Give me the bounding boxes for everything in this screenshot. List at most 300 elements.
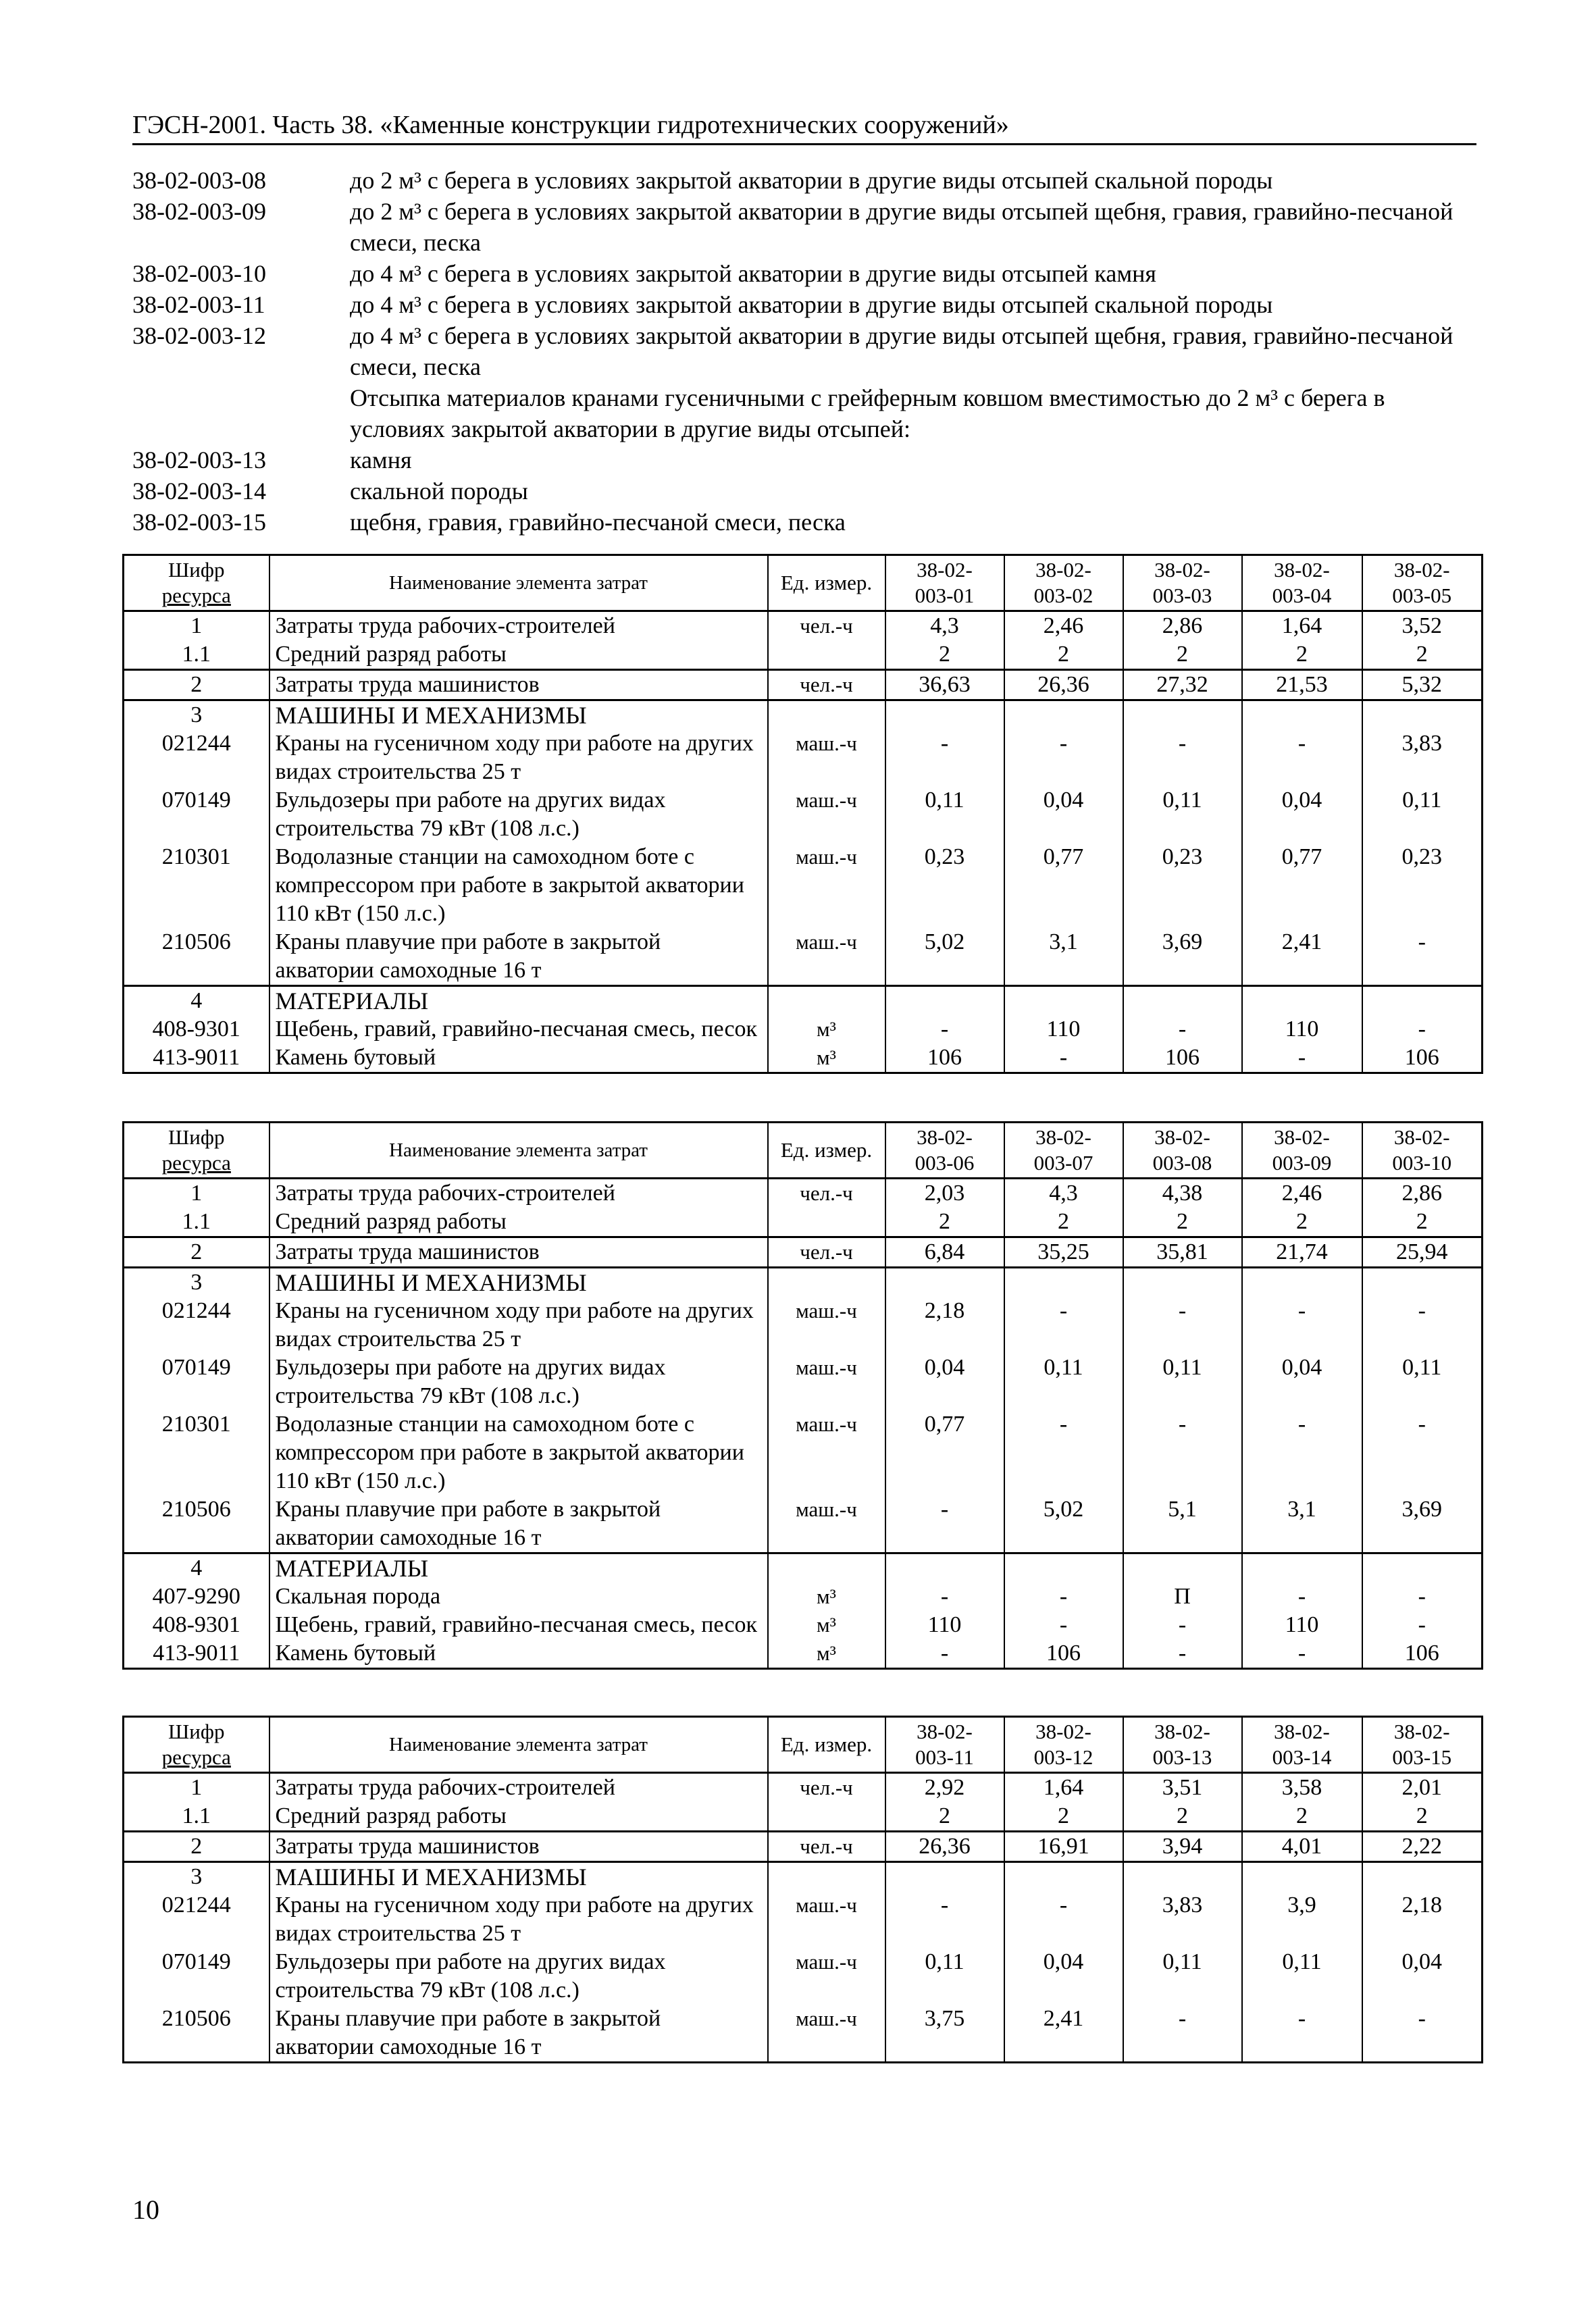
resource-code: 4 [124,1553,269,1583]
resource-code: 407-9290 [124,1583,269,1611]
table-header-row [124,1123,1483,1179]
table-row [124,1410,1483,1495]
norm-value: 2,41 [1242,928,1362,986]
norm-value: 0,04 [1242,1354,1362,1410]
column-header-norm: 38-02- 003-11 [885,1717,1004,1773]
norm-value: 2 [1123,640,1242,670]
table-row [124,1495,1483,1553]
table-row [124,700,1483,730]
cost-element-name: Камень бутовый [269,1639,768,1669]
column-header-norm: 38-02- 003-05 [1362,555,1483,611]
unit: чел.-ч [768,670,885,700]
cost-element-name: Краны на гусеничном ходу при работе на других видах строительства 25 т [269,1891,768,1948]
norm-value: - [1242,1639,1362,1669]
column-header-norm: 38-02- 003-13 [1123,1717,1242,1773]
unit [768,1553,885,1583]
norm-code: 38-02-003-13 [132,446,266,473]
section-heading: МАШИНЫ И МЕХАНИЗМЫ [269,1862,768,1892]
norm-description: до 2 м³ с берега в условиях закрытой акватории в другие виды отсыпей щебня, гравия, гравийно-песчаной смеси, песка [350,198,1453,256]
table-row [124,1639,1483,1669]
description-row [132,475,1476,507]
norm-code: 38-02-003-11 [132,291,265,318]
norm-value [885,1268,1004,1297]
cost-element-name: Щебень, гравий, гравийно-песчаная смесь, песок [269,1015,768,1044]
resource-code: 408-9301 [124,1015,269,1044]
norm-value: 0,11 [1123,1354,1242,1410]
resource-table [122,1716,1483,2063]
unit: м³ [768,1611,885,1639]
resource-code: 1.1 [124,640,269,670]
description-row [132,382,1476,444]
norm-value [885,1862,1004,1892]
unit: маш.-ч [768,1948,885,2005]
norm-value [1123,1553,1242,1583]
unit: м³ [768,1583,885,1611]
norm-value: 0,11 [1362,1354,1483,1410]
norm-value: 21,53 [1242,670,1362,700]
column-header-norm: 38-02- 003-02 [1004,555,1123,611]
cost-element-name: Щебень, гравий, гравийно-песчаная смесь, песок [269,1611,768,1639]
norm-value: - [1362,2005,1483,2063]
norm-description: камня [350,446,412,473]
resource-code: 1 [124,611,269,641]
norm-value: 3,52 [1362,611,1483,641]
table-row [124,640,1483,670]
norm-value: 0,04 [1004,1948,1123,2005]
cost-element-name: Затраты труда машинистов [269,1237,768,1268]
norm-value: 3,83 [1123,1891,1242,1948]
resource-code: 2 [124,670,269,700]
norm-value: - [1123,729,1242,786]
norm-value [1004,986,1123,1016]
unit: маш.-ч [768,786,885,843]
norm-value: 3,58 [1242,1773,1362,1803]
norm-value: 3,1 [1004,928,1123,986]
column-header-norm: 38-02- 003-07 [1004,1123,1123,1179]
norm-description: до 4 м³ с берега в условиях закрытой акватории в другие виды отсыпей камня [350,260,1156,287]
norm-value: 0,77 [1004,843,1123,928]
table-row [124,1891,1483,1948]
table-row [124,1044,1483,1073]
description-row [132,196,1476,258]
unit: маш.-ч [768,843,885,928]
norm-value: 0,11 [885,1948,1004,2005]
column-header-unit: Ед. измер. [768,1717,885,1773]
norm-value: 110 [1004,1015,1123,1044]
norm-value: - [1123,1611,1242,1639]
norm-value: 4,3 [1004,1179,1123,1208]
table-row [124,1179,1483,1208]
resource-code: 210506 [124,928,269,986]
resource-code: 021244 [124,729,269,786]
cost-element-name: Краны плавучие при работе в закрытой акватории самоходные 16 т [269,2005,768,2063]
norm-value: 2 [1123,1802,1242,1832]
norm-description: щебня, гравия, гравийно-песчаной смеси, песка [350,509,846,536]
norm-value: 0,11 [1123,786,1242,843]
unit: м³ [768,1639,885,1669]
norm-value: - [885,1891,1004,1948]
cost-element-name: Скальная порода [269,1583,768,1611]
norm-value: 1,64 [1242,611,1362,641]
cost-element-name: Краны на гусеничном ходу при работе на других видах строительства 25 т [269,729,768,786]
unit [768,1268,885,1297]
norm-value [1123,1862,1242,1892]
norm-value: 2,22 [1362,1832,1483,1862]
resource-code: 210506 [124,1495,269,1553]
resource-table [122,1121,1483,1670]
unit: маш.-ч [768,1891,885,1948]
norm-value: - [1004,1410,1123,1495]
norm-value: - [1362,1015,1483,1044]
page-number: 10 [132,2194,159,2225]
norm-value: - [1004,1583,1123,1611]
resource-code: 3 [124,700,269,730]
resource-code: 021244 [124,1297,269,1354]
column-header-code: Шифр ресурса [124,1717,269,1773]
norm-descriptions [132,165,1476,538]
column-header-name: Наименование элемента затрат [269,555,768,611]
norm-value: 2 [1004,1802,1123,1832]
description-row [132,258,1476,289]
norm-value: 3,1 [1242,1495,1362,1553]
norm-value [1004,700,1123,730]
norm-value: 0,11 [1004,1354,1123,1410]
section-heading: МАШИНЫ И МЕХАНИЗМЫ [269,700,768,730]
norm-value: - [1242,1044,1362,1073]
norm-value: 35,25 [1004,1237,1123,1268]
norm-value: 110 [1242,1611,1362,1639]
table-row [124,1553,1483,1583]
norm-value: 4,3 [885,611,1004,641]
norm-code: 38-02-003-14 [132,478,266,505]
resource-code: 4 [124,986,269,1016]
norm-value: 3,94 [1123,1832,1242,1862]
norm-value: 2,86 [1123,611,1242,641]
column-header-name: Наименование элемента затрат [269,1717,768,1773]
norm-value: 0,04 [1242,786,1362,843]
norm-value: 5,1 [1123,1495,1242,1553]
column-header-norm: 38-02- 003-14 [1242,1717,1362,1773]
norm-value: 3,69 [1123,928,1242,986]
norm-value: 2 [885,1802,1004,1832]
cost-element-name: Водолазные станции на самоходном боте с компрессором при работе в закрытой акватории 110 кВт (150 л.с.) [269,843,768,928]
column-header-name: Наименование элемента затрат [269,1123,768,1179]
norm-value: - [885,1495,1004,1553]
norm-value: 36,63 [885,670,1004,700]
cost-element-name: Затраты труда рабочих-строителей [269,611,768,641]
cost-element-name: Затраты труда машинистов [269,1832,768,1862]
norm-value: 35,81 [1123,1237,1242,1268]
column-header-norm: 38-02- 003-03 [1123,555,1242,611]
norm-value: 106 [1362,1044,1483,1073]
unit: чел.-ч [768,1773,885,1803]
cost-element-name: Средний разряд работы [269,640,768,670]
norm-code: 38-02-003-12 [132,322,266,349]
table-row [124,1948,1483,2005]
norm-value: 0,04 [885,1354,1004,1410]
resource-code: 413-9011 [124,1044,269,1073]
table-row [124,1297,1483,1354]
norm-value: - [1004,729,1123,786]
cost-element-name: Краны плавучие при работе в закрытой акватории самоходные 16 т [269,1495,768,1553]
norm-value: 2 [1123,1208,1242,1237]
norm-value: 4,38 [1123,1179,1242,1208]
norm-value: 5,32 [1362,670,1483,700]
norm-value: 21,74 [1242,1237,1362,1268]
norm-value: 2 [1004,640,1123,670]
norm-value: - [885,1015,1004,1044]
table-row [124,1802,1483,1832]
resource-code: 1.1 [124,1802,269,1832]
norm-value: - [1362,1611,1483,1639]
resource-code: 1.1 [124,1208,269,1237]
norm-value: 2 [1004,1208,1123,1237]
unit: маш.-ч [768,1495,885,1553]
cost-element-name: Водолазные станции на самоходном боте с компрессором при работе в закрытой акватории 110 кВт (150 л.с.) [269,1410,768,1495]
resource-code: 1 [124,1179,269,1208]
norm-value [1123,700,1242,730]
table-row [124,1862,1483,1892]
column-header-code: Шифр ресурса [124,1123,269,1179]
page-header: ГЭСН-2001. Часть 38. «Каменные конструкции гидротехнических сооружений» [132,108,1476,145]
table-row [124,611,1483,641]
norm-value: 2,41 [1004,2005,1123,2063]
norm-value: 2,46 [1004,611,1123,641]
norm-value: - [1123,1639,1242,1669]
resource-code: 021244 [124,1891,269,1948]
table-header-row [124,1717,1483,1773]
column-header-norm: 38-02- 003-09 [1242,1123,1362,1179]
table-row [124,1354,1483,1410]
norm-code: 38-02-003-09 [132,198,266,225]
resource-code: 210506 [124,2005,269,2063]
norm-value [1242,1553,1362,1583]
norm-value [885,1553,1004,1583]
norm-value: 106 [1362,1639,1483,1669]
table-row [124,1583,1483,1611]
cost-element-name: Средний разряд работы [269,1802,768,1832]
norm-value: - [885,729,1004,786]
cost-element-name: Затраты труда рабочих-строителей [269,1773,768,1803]
norm-value: 0,77 [1242,843,1362,928]
resource-code: 3 [124,1268,269,1297]
cost-element-name: Краны плавучие при работе в закрытой акватории самоходные 16 т [269,928,768,986]
norm-code: 38-02-003-08 [132,167,266,194]
norm-value [1362,986,1483,1016]
norm-value [1004,1268,1123,1297]
unit [768,1862,885,1892]
norm-value: - [1242,1583,1362,1611]
table-row [124,1611,1483,1639]
norm-value: 16,91 [1004,1832,1123,1862]
cost-element-name: Бульдозеры при работе на других видах строительства 79 кВт (108 л.с.) [269,1948,768,2005]
resource-code: 070149 [124,786,269,843]
unit: чел.-ч [768,1237,885,1268]
table-row [124,1208,1483,1237]
column-header-norm: 38-02- 003-06 [885,1123,1004,1179]
norm-value: - [1362,928,1483,986]
table-row [124,786,1483,843]
norm-value: 106 [1004,1639,1123,1669]
column-header-norm: 38-02- 003-15 [1362,1717,1483,1773]
norm-value: - [1362,1410,1483,1495]
description-row [132,320,1476,382]
resource-table [122,554,1483,1074]
resource-code: 1 [124,1773,269,1803]
table-row [124,1773,1483,1803]
norm-value [1362,700,1483,730]
section-heading: МАТЕРИАЛЫ [269,986,768,1016]
column-header-norm: 38-02- 003-01 [885,555,1004,611]
unit: чел.-ч [768,1179,885,1208]
norm-value: 3,51 [1123,1773,1242,1803]
norm-value: - [1123,1410,1242,1495]
column-header-norm: 38-02- 003-10 [1362,1123,1483,1179]
column-header-unit: Ед. измер. [768,555,885,611]
norm-value: 110 [1242,1015,1362,1044]
table-row [124,1015,1483,1044]
norm-value [1242,1862,1362,1892]
norm-value: 0,11 [885,786,1004,843]
unit: маш.-ч [768,1354,885,1410]
table-row [124,2005,1483,2063]
norm-value: 2,46 [1242,1179,1362,1208]
norm-value: 0,77 [885,1410,1004,1495]
norm-value: - [1004,1044,1123,1073]
column-header-code: Шифр ресурса [124,555,269,611]
norm-value: 3,75 [885,2005,1004,2063]
cost-element-name: Камень бутовый [269,1044,768,1073]
norm-value: 2 [1362,640,1483,670]
unit [768,986,885,1016]
norm-value: 3,9 [1242,1891,1362,1948]
norm-value: 2 [885,1208,1004,1237]
unit [768,1208,885,1237]
description-row [132,444,1476,475]
cost-element-name: Затраты труда рабочих-строителей [269,1179,768,1208]
table-row [124,986,1483,1016]
norm-value [1242,700,1362,730]
unit: маш.-ч [768,1410,885,1495]
norm-value: 106 [1123,1044,1242,1073]
norm-value: 2,01 [1362,1773,1483,1803]
norm-value: 2,86 [1362,1179,1483,1208]
norm-value: - [1004,1297,1123,1354]
norm-value [1242,986,1362,1016]
norm-value: 0,11 [1123,1948,1242,2005]
resource-code: 210301 [124,1410,269,1495]
table-header-row [124,555,1483,611]
norm-value: П [1123,1583,1242,1611]
norm-value: - [1123,1015,1242,1044]
norm-value: - [1242,729,1362,786]
section-heading: МАШИНЫ И МЕХАНИЗМЫ [269,1268,768,1297]
norm-value: 3,69 [1362,1495,1483,1553]
resource-code: 3 [124,1862,269,1892]
norm-value: 2 [1242,1208,1362,1237]
norm-value: 26,36 [1004,670,1123,700]
cost-element-name: Бульдозеры при работе на других видах строительства 79 кВт (108 л.с.) [269,1354,768,1410]
resource-code: 070149 [124,1354,269,1410]
norm-value: - [1362,1297,1483,1354]
column-header-norm: 38-02- 003-12 [1004,1717,1123,1773]
norm-value: 2 [1362,1802,1483,1832]
unit: маш.-ч [768,928,885,986]
norm-value: 2,03 [885,1179,1004,1208]
table-row [124,670,1483,700]
norm-value: 1,64 [1004,1773,1123,1803]
unit: чел.-ч [768,1832,885,1862]
norm-value: - [1242,2005,1362,2063]
norm-description: до 2 м³ с берега в условиях закрытой акватории в другие виды отсыпей скальной породы [350,167,1273,194]
norm-code: 38-02-003-15 [132,509,266,536]
resource-code: 408-9301 [124,1611,269,1639]
norm-value [1004,1862,1123,1892]
norm-description: до 4 м³ с берега в условиях закрытой акватории в другие виды отсыпей скальной породы [350,291,1273,318]
norm-value: 0,23 [1123,843,1242,928]
unit: м³ [768,1044,885,1073]
cost-element-name: Бульдозеры при работе на других видах строительства 79 кВт (108 л.с.) [269,786,768,843]
norm-value [1004,1553,1123,1583]
resource-code: 2 [124,1832,269,1862]
description-row [132,507,1476,538]
table-row [124,843,1483,928]
table-row [124,928,1483,986]
norm-value [885,700,1004,730]
norm-value: 0,04 [1004,786,1123,843]
resource-code: 070149 [124,1948,269,2005]
norm-value: - [885,1583,1004,1611]
description-row [132,165,1476,196]
norm-value: 0,04 [1362,1948,1483,2005]
norm-value: 2 [885,640,1004,670]
resource-code: 2 [124,1237,269,1268]
norm-value: - [1004,1611,1123,1639]
unit: маш.-ч [768,729,885,786]
norm-value: 106 [885,1044,1004,1073]
norm-value [885,986,1004,1016]
norm-value: 0,11 [1242,1948,1362,2005]
norm-value: 0,23 [1362,843,1483,928]
norm-value: - [1123,2005,1242,2063]
table-row [124,1237,1483,1268]
norm-value [1362,1553,1483,1583]
norm-value: 6,84 [885,1237,1004,1268]
norm-value: 5,02 [1004,1495,1123,1553]
norm-value: 27,32 [1123,670,1242,700]
norm-value: 0,23 [885,843,1004,928]
norm-value: - [885,1639,1004,1669]
cost-element-name: Краны на гусеничном ходу при работе на других видах строительства 25 т [269,1297,768,1354]
section-heading: МАТЕРИАЛЫ [269,1553,768,1583]
norm-value: - [1004,1891,1123,1948]
table-row [124,1268,1483,1297]
norm-value: 2,18 [885,1297,1004,1354]
norm-value: 2 [1362,1208,1483,1237]
norm-value: - [1242,1297,1362,1354]
column-header-norm: 38-02- 003-08 [1123,1123,1242,1179]
unit [768,700,885,730]
unit: маш.-ч [768,1297,885,1354]
norm-description: до 4 м³ с берега в условиях закрытой акватории в другие виды отсыпей щебня, гравия, гравийно-песчаной смеси, песка [350,322,1453,380]
norm-value [1123,1268,1242,1297]
table-row [124,1832,1483,1862]
table-row [124,729,1483,786]
norm-code: 38-02-003-10 [132,260,266,287]
norm-value [1362,1862,1483,1892]
unit [768,1802,885,1832]
norm-value: - [1242,1410,1362,1495]
